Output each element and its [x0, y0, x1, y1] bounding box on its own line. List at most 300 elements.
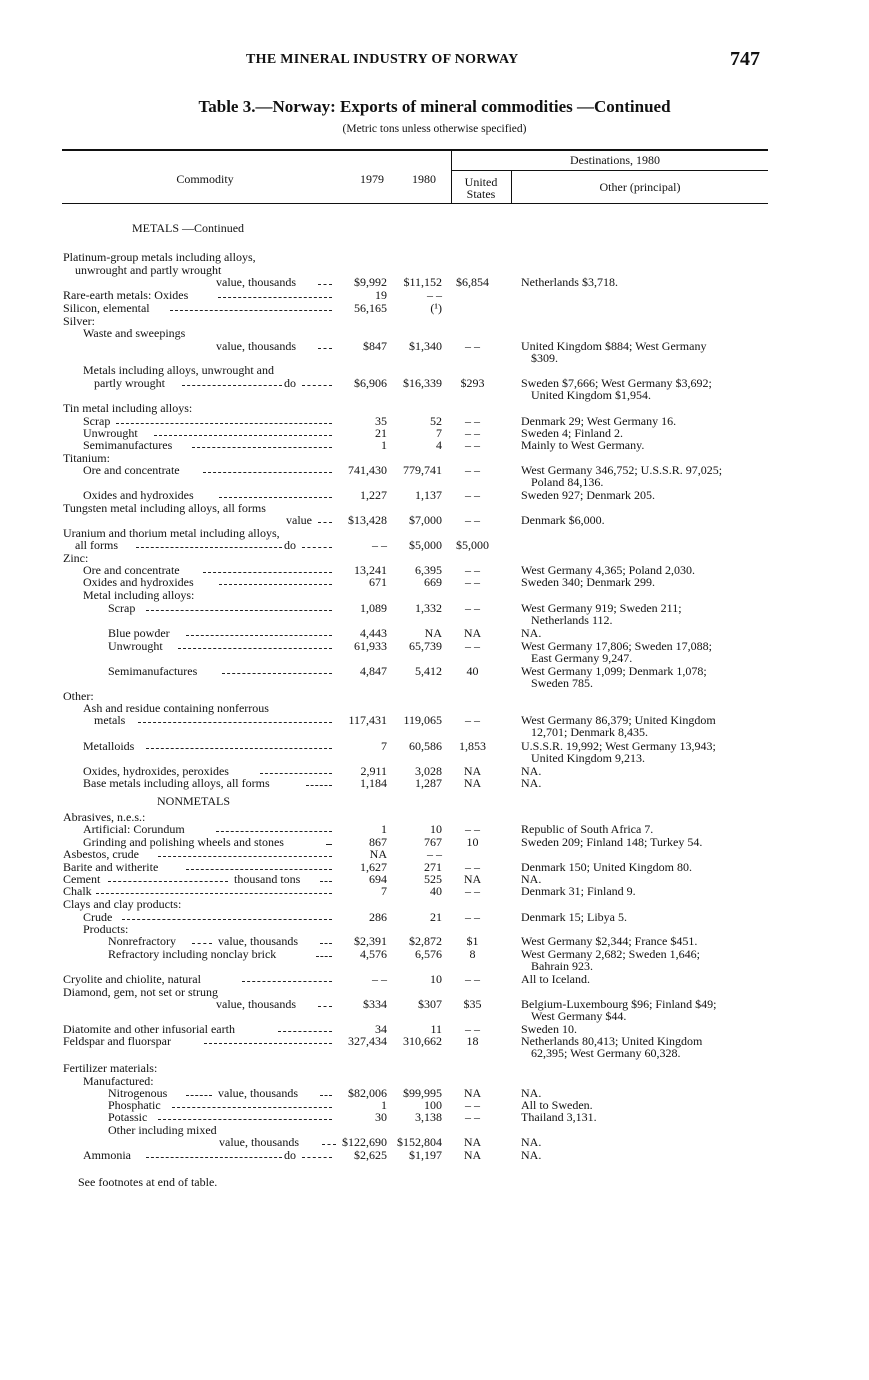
commodity-label: Cryolite and chiolite, natural [63, 972, 201, 986]
commodity-label: Products: [83, 922, 129, 936]
value-1979: – – [372, 972, 387, 986]
destination-line: United Kingdom 9,213. [531, 751, 645, 765]
value-other-destinations [521, 602, 821, 626]
commodity-label: value, thousands [219, 1135, 299, 1149]
commodity-label: Other: [63, 689, 94, 703]
commodity-label: Metal including alloys: [83, 588, 195, 602]
commodity-label: Scrap [83, 414, 111, 428]
commodity-label: Zinc: [63, 551, 89, 565]
value-1979: 741,430 [348, 463, 387, 477]
dot-leader [278, 1031, 332, 1032]
commodity-label: Ash and residue containing nonferrous [83, 701, 269, 715]
value-united-states: – – [465, 601, 480, 615]
value-1979: 671 [369, 575, 387, 589]
value-united-states: – – [465, 910, 480, 924]
value-1979: 117,431 [348, 713, 387, 727]
destination-line: West Germany $2,344; France $451. [521, 934, 698, 948]
commodity-label: unwrought and partly wrought [75, 263, 222, 277]
value-1980: 525 [424, 872, 442, 886]
value-united-states: – – [465, 488, 480, 502]
value-1979: 30 [375, 1110, 387, 1124]
commodity-label: Abrasives, n.e.s.: [63, 810, 146, 824]
value-other-destinations [521, 489, 821, 501]
destination-line: NA. [521, 872, 542, 886]
dot-leader [186, 869, 332, 870]
commodity-label: Potassic [108, 1110, 148, 1124]
value-1979: 1,627 [360, 860, 387, 874]
value-1979: 1,184 [360, 776, 387, 790]
destination-line: West Germany 2,682; Sweden 1,646; [521, 947, 701, 961]
value-1980: $152,804 [397, 1135, 442, 1149]
col-other-header: Other (principal) [599, 180, 681, 194]
value-other-destinations [521, 973, 821, 985]
commodity-label: Other including mixed [108, 1123, 217, 1137]
value-united-states: – – [465, 639, 480, 653]
destination-line: Sweden $7,666; West Germany $3,692; [521, 376, 712, 390]
commodity-label: Phosphatic [108, 1098, 161, 1112]
destination-line: Denmark 29; West Germany 16. [521, 414, 677, 428]
value-1979: $82,006 [348, 1086, 387, 1100]
dot-leader [318, 348, 332, 349]
commodity-label: Titanium: [63, 451, 110, 465]
value-united-states: $293 [460, 376, 485, 390]
col-us-header-line2: States [466, 187, 496, 201]
destination-line: NA. [521, 1148, 542, 1162]
value-other-destinations [521, 836, 821, 848]
value-other-destinations [521, 1035, 821, 1059]
dot-leader [158, 856, 332, 857]
commodity-label: Tungsten metal including alloys, all forms [63, 501, 266, 515]
value-1979: 13,241 [354, 563, 387, 577]
commodity-label: NONMETALS [157, 794, 231, 808]
commodity-label: Oxides and hydroxides [83, 488, 194, 502]
value-1980: $2,872 [409, 934, 442, 948]
dot-leader [316, 956, 332, 957]
commodity-label: Base metals including alloys, all forms [83, 776, 270, 790]
value-1979: 1 [381, 822, 387, 836]
value-1979: 2,911 [360, 764, 387, 778]
value-other-destinations [521, 439, 821, 451]
value-1979: 327,434 [348, 1034, 387, 1048]
value-1980: 11 [430, 1022, 442, 1036]
value-1980: (¹) [430, 301, 442, 315]
value-1979: 1,089 [360, 601, 387, 615]
table-subtitle: (Metric tons unless otherwise specified) [342, 123, 527, 135]
value-1980: 271 [424, 860, 442, 874]
dot-leader [154, 435, 332, 436]
destination-line: Netherlands 80,413; United Kingdom [521, 1034, 703, 1048]
value-1979: 21 [375, 426, 387, 440]
commodity-label: Oxides and hydroxides [83, 575, 194, 589]
col-1979-header: 1979 [360, 172, 384, 186]
value-1980: 3,138 [415, 1110, 442, 1124]
value-united-states: – – [465, 1098, 480, 1112]
commodity-label: Chalk [63, 884, 92, 898]
destination-line: Denmark 31; Finland 9. [521, 884, 636, 898]
destination-line: All to Iceland. [521, 972, 590, 986]
commodity-label: Ore and concentrate [83, 463, 180, 477]
commodity-label: Clays and clay products: [63, 897, 182, 911]
commodity-label: Silicon, elemental [63, 301, 150, 315]
ditto-label: do [284, 1148, 296, 1162]
value-united-states: – – [465, 575, 480, 589]
value-1979: 694 [369, 872, 387, 886]
destination-line: U.S.S.R. 19,992; West Germany 13,943; [521, 739, 716, 753]
value-1979: $9,992 [354, 275, 387, 289]
dot-leader [146, 748, 332, 749]
dot-leader [219, 584, 332, 585]
value-united-states: 40 [466, 664, 479, 678]
value-other-destinations [521, 935, 821, 947]
value-1980: 1,137 [415, 488, 442, 502]
value-1980: $16,339 [403, 376, 442, 390]
value-1979: – – [372, 538, 387, 552]
value-1980: 1,332 [415, 601, 442, 615]
destination-line: West Germany 346,752; U.S.S.R. 97,025; [521, 463, 723, 477]
value-1979: $847 [363, 339, 387, 353]
value-united-states: $6,854 [456, 275, 489, 289]
destination-line: West Germany 919; Sweden 211; [521, 601, 682, 615]
unit-label: thousand tons [234, 872, 301, 886]
destination-line: West Germany 17,806; Sweden 17,088; [521, 639, 713, 653]
commodity-label: Barite and witherite [63, 860, 159, 874]
value-1980: 767 [424, 835, 442, 849]
destination-line: Sweden 209; Finland 148; Turkey 54. [521, 835, 703, 849]
destination-line: Netherlands $3,718. [521, 275, 618, 289]
value-1980: 6,395 [415, 563, 442, 577]
value-other-destinations [521, 640, 821, 664]
destination-line: NA. [521, 626, 542, 640]
dot-leader [116, 423, 332, 424]
dot-leader [306, 785, 332, 786]
destination-line: Poland 84,136. [531, 475, 604, 489]
col-commodity-header: Commodity [176, 172, 234, 186]
destination-line: Sweden 340; Denmark 299. [521, 575, 655, 589]
value-1979: 34 [375, 1022, 387, 1036]
commodity-label: Oxides, hydroxides, peroxides [83, 764, 229, 778]
commodity-label: Waste and sweepings [83, 326, 186, 340]
destination-line: United Kingdom $1,954. [531, 388, 651, 402]
value-1980: 10 [430, 822, 442, 836]
value-1979: $334 [363, 997, 387, 1011]
value-other-destinations [521, 765, 821, 777]
dot-leader [203, 572, 332, 573]
dot-leader [170, 310, 332, 311]
value-1980: 6,576 [415, 947, 442, 961]
value-united-states: – – [465, 860, 480, 874]
commodity-label: Ore and concentrate [83, 563, 180, 577]
dot-leader [322, 1144, 336, 1145]
dot-leader [302, 385, 332, 386]
col-destinations-header: Destinations, 1980 [570, 153, 660, 167]
destination-line: Netherlands 112. [531, 613, 613, 627]
value-1980: 5,412 [415, 664, 442, 678]
value-other-destinations [521, 777, 821, 789]
value-1980: – – [427, 847, 442, 861]
commodity-label: Silver: [63, 314, 95, 328]
us-other-divider [511, 171, 512, 204]
value-other-destinations [521, 276, 821, 288]
dot-leader [146, 610, 332, 611]
commodity-label: Scrap [108, 601, 136, 615]
dot-leader [192, 943, 212, 944]
dot-leader [136, 547, 282, 548]
destination-line: United Kingdom $884; West Germany [521, 339, 707, 353]
value-1980: 40 [430, 884, 442, 898]
value-other-destinations [521, 948, 821, 972]
value-other-destinations [521, 377, 821, 401]
commodity-label: Cement [63, 872, 101, 886]
commodity-label: Artificial: Corundum [83, 822, 185, 836]
value-1980: 4 [436, 438, 442, 452]
value-other-destinations [521, 911, 821, 923]
destination-line: Sweden 785. [531, 676, 593, 690]
commodity-label: Blue powder [108, 626, 170, 640]
value-other-destinations [521, 1149, 821, 1161]
destinations-rule [451, 170, 768, 171]
dot-leader [320, 943, 332, 944]
destination-line: Republic of South Africa 7. [521, 822, 654, 836]
destination-line: NA. [521, 776, 542, 790]
value-united-states: – – [465, 426, 480, 440]
dot-leader [186, 635, 332, 636]
dot-leader [218, 297, 332, 298]
value-1979: 286 [369, 910, 387, 924]
value-1980: – – [427, 288, 442, 302]
value-1980: 1,287 [415, 776, 442, 790]
dot-leader [318, 1006, 332, 1007]
commodity-label: Fertilizer materials: [63, 1061, 158, 1075]
value-1980: NA [424, 626, 442, 640]
destination-line: Denmark $6,000. [521, 513, 605, 527]
commodity-label: all forms [75, 538, 118, 552]
value-united-states: – – [465, 414, 480, 428]
value-1979: $122,690 [342, 1135, 387, 1149]
value-united-states: – – [465, 339, 480, 353]
value-1979: $2,625 [354, 1148, 387, 1162]
value-1980: 7 [436, 426, 442, 440]
destination-line: Denmark 15; Libya 5. [521, 910, 627, 924]
destination-line: Bahrain 923. [531, 959, 593, 973]
commodity-label: Metalloids [83, 739, 135, 753]
dot-leader [302, 547, 332, 548]
value-1979: 1 [381, 1098, 387, 1112]
value-united-states: 1,853 [459, 739, 486, 753]
value-1980: $7,000 [409, 513, 442, 527]
header-top-rule [62, 149, 768, 151]
commodity-label: Metals including alloys, unwrought and [83, 363, 274, 377]
value-1980: $99,995 [403, 1086, 442, 1100]
commodity-label: METALS —Continued [132, 221, 245, 235]
page-number: 747 [730, 48, 760, 70]
value-other-destinations [521, 885, 821, 897]
destination-line: Sweden 4; Finland 2. [521, 426, 623, 440]
value-united-states: – – [465, 563, 480, 577]
value-united-states: – – [465, 1022, 480, 1036]
commodity-label: Nitrogenous [108, 1086, 168, 1100]
value-1980: 100 [424, 1098, 442, 1112]
commodity-label: partly wrought [94, 376, 165, 390]
dot-leader [326, 844, 332, 845]
destination-line: East Germany 9,247. [531, 651, 633, 665]
dot-leader [172, 1107, 332, 1108]
destination-line: NA. [521, 764, 542, 778]
value-other-destinations [521, 1136, 821, 1148]
col-1980-header: 1980 [412, 172, 436, 186]
commodity-label: value [286, 513, 312, 527]
commodity-label: Diatomite and other infusorial earth [63, 1022, 235, 1036]
value-1980: $1,197 [409, 1148, 442, 1162]
value-united-states: – – [465, 438, 480, 452]
value-united-states: – – [465, 463, 480, 477]
value-united-states: NA [463, 1086, 482, 1100]
value-1979: 61,933 [354, 639, 387, 653]
value-1979: 7 [381, 884, 387, 898]
commodity-label: Refractory including nonclay brick [108, 947, 277, 961]
commodity-label: metals [94, 713, 126, 727]
destination-line: West Germany 86,379; United Kingdom [521, 713, 716, 727]
value-1980: 3,028 [415, 764, 442, 778]
commodity-label: Ammonia [83, 1148, 131, 1162]
destination-line: West Germany $44. [531, 1009, 627, 1023]
destination-line: Mainly to West Germany. [521, 438, 645, 452]
running-title: THE MINERAL INDUSTRY OF NORWAY [246, 52, 519, 67]
destination-line: West Germany 4,365; Poland 2,030. [521, 563, 696, 577]
destination-line: Sweden 10. [521, 1022, 577, 1036]
commodity-label: value, thousands [216, 997, 296, 1011]
value-1980: $1,340 [409, 339, 442, 353]
ditto-label: do [284, 538, 296, 552]
commodity-label: value, thousands [216, 339, 296, 353]
value-united-states: NA [463, 626, 482, 640]
value-1979: 1 [381, 438, 387, 452]
value-1980: 60,586 [409, 739, 442, 753]
dot-leader [219, 497, 332, 498]
commodity-label: Nonrefractory [108, 934, 176, 948]
destination-line: Sweden 927; Denmark 205. [521, 488, 655, 502]
dot-leader [204, 1043, 332, 1044]
commodity-label: Platinum-group metals including alloys, [63, 250, 256, 264]
value-1980: 21 [430, 910, 442, 924]
value-1980: 119,065 [403, 713, 442, 727]
value-united-states: NA [463, 1148, 482, 1162]
value-1979: $13,428 [348, 513, 387, 527]
destination-line: 62,395; West Germany 60,328. [531, 1046, 681, 1060]
value-1979: 7 [381, 739, 387, 753]
commodity-label: Unwrought [108, 639, 163, 653]
commodity-label: Asbestos, crude [63, 847, 139, 861]
destination-line: NA. [521, 1135, 542, 1149]
value-united-states: – – [465, 884, 480, 898]
dot-leader [318, 522, 332, 523]
value-united-states: 18 [466, 1034, 479, 1048]
value-other-destinations [521, 998, 821, 1022]
value-united-states: – – [465, 972, 480, 986]
destination-line: All to Sweden. [521, 1098, 593, 1112]
commodity-label: Rare-earth metals: Oxides [63, 288, 189, 302]
table-title: Table 3.—Norway: Exports of mineral commodities —Continued [198, 97, 671, 116]
value-united-states: $5,000 [456, 538, 489, 552]
commodity-label: Unwrought [83, 426, 138, 440]
commodity-label: Feldspar and fluorspar [63, 1034, 171, 1048]
destination-line: 12,701; Denmark 8,435. [531, 725, 648, 739]
dot-leader [108, 881, 228, 882]
value-united-states: – – [465, 822, 480, 836]
dot-leader [242, 981, 332, 982]
value-1980: 10 [430, 972, 442, 986]
value-other-destinations [521, 514, 821, 526]
value-1979: 4,847 [360, 664, 387, 678]
dot-leader [192, 447, 332, 448]
value-united-states: NA [463, 1135, 482, 1149]
dot-leader [122, 919, 332, 920]
dot-leader [302, 1157, 332, 1158]
dot-leader [216, 831, 332, 832]
commodity-label: value, thousands [216, 275, 296, 289]
value-1979: NA [369, 847, 387, 861]
value-1980: $5,000 [409, 538, 442, 552]
destination-line: NA. [521, 1086, 542, 1100]
dot-leader [320, 1095, 332, 1096]
value-1980: 669 [424, 575, 442, 589]
value-united-states: $35 [463, 997, 482, 1011]
dot-leader [222, 673, 332, 674]
commodity-label: Manufactured: [83, 1074, 154, 1088]
dot-leader [320, 881, 332, 882]
value-1979: 19 [375, 288, 387, 302]
value-1979: 1,227 [360, 488, 387, 502]
destination-line: $309. [531, 351, 558, 365]
unit-label: value, thousands [218, 1086, 298, 1100]
unit-label: value, thousands [218, 934, 298, 948]
value-united-states: 8 [469, 947, 476, 961]
commodity-label: Semimanufactures [83, 438, 173, 452]
value-united-states: NA [463, 764, 482, 778]
value-united-states: NA [463, 872, 482, 886]
dot-leader [178, 648, 332, 649]
value-1979: 35 [375, 414, 387, 428]
value-other-destinations [521, 464, 821, 488]
commodity-label: Diamond, gem, not set or strung [63, 985, 218, 999]
value-1979: $6,906 [354, 376, 387, 390]
dot-leader [138, 722, 332, 723]
value-1979: 4,443 [360, 626, 387, 640]
value-other-destinations [521, 714, 821, 738]
value-1980: 65,739 [409, 639, 442, 653]
dot-leader [260, 773, 332, 774]
value-other-destinations [521, 665, 821, 689]
value-united-states: NA [463, 776, 482, 790]
value-1980: $11,152 [403, 275, 442, 289]
dot-leader [96, 893, 332, 894]
running-head [0, 48, 869, 74]
value-other-destinations [521, 1111, 821, 1123]
value-united-states: – – [465, 1110, 480, 1124]
footnote: See footnotes at end of table. [78, 1175, 218, 1189]
destination-line: Denmark 150; United Kingdom 80. [521, 860, 692, 874]
value-1980: 52 [430, 414, 442, 428]
commodity-label: Semimanufactures [108, 664, 198, 678]
commodity-label: Tin metal including alloys: [63, 401, 193, 415]
commodity-label: Uranium and thorium metal including alloys, [63, 526, 280, 540]
commodity-label: Grinding and polishing wheels and stones [83, 835, 284, 849]
value-other-destinations [521, 823, 821, 835]
dot-leader [318, 284, 332, 285]
destination-line: Belgium-Luxembourg $96; Finland $49; [521, 997, 717, 1011]
value-1979: 56,165 [354, 301, 387, 315]
dot-leader [158, 1119, 332, 1120]
value-1980: $307 [418, 997, 442, 1011]
